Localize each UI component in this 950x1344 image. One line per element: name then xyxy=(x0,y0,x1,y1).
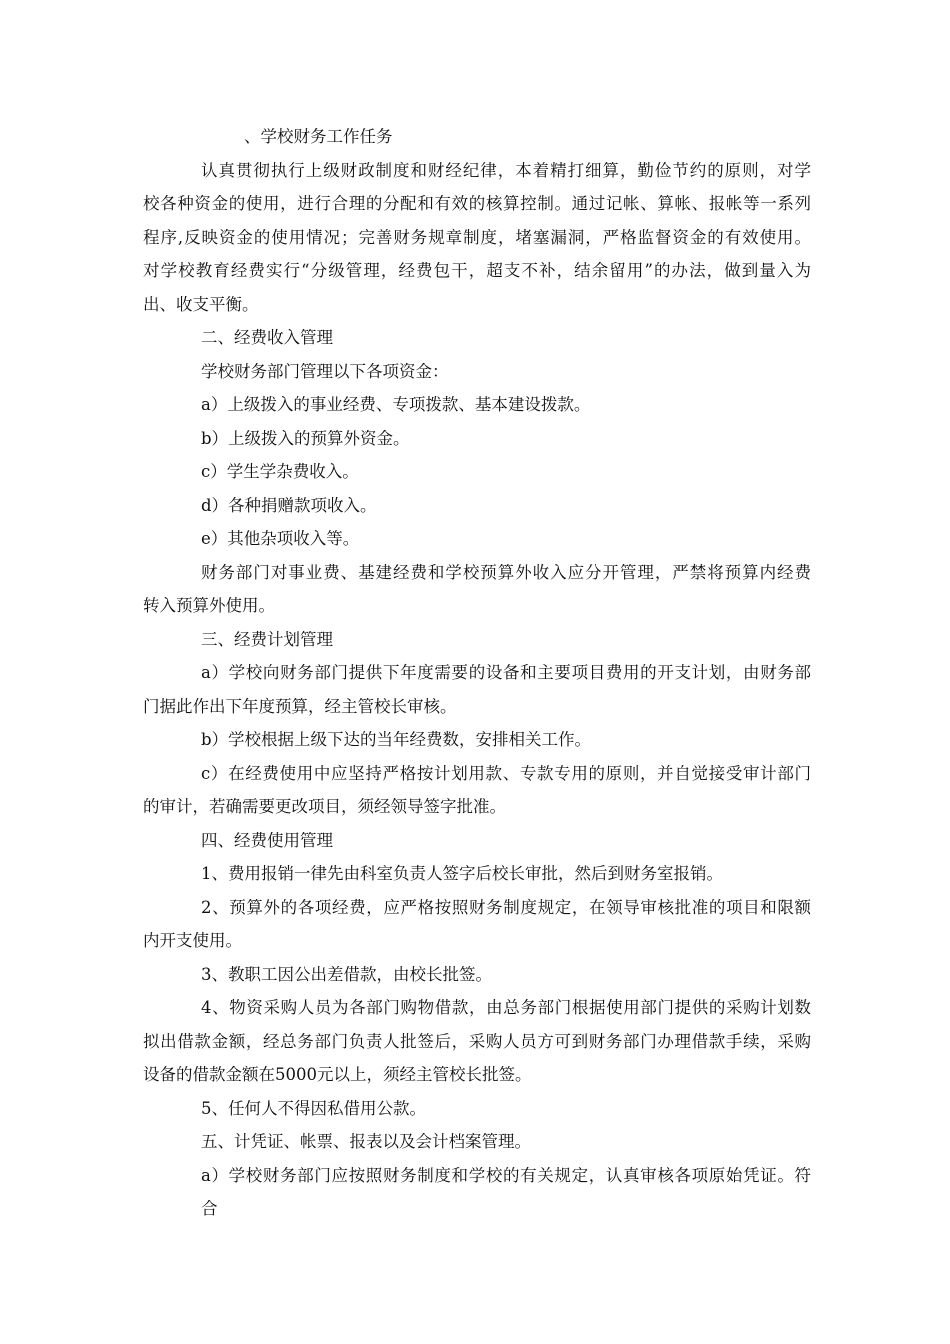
paragraph-line: 财务部门对事业费、基建经费和学校预算外收入应分开管理，严禁将预算内经费 xyxy=(201,562,811,582)
list-item: d）各种捐赠款项收入。 xyxy=(201,495,377,515)
section-heading: 五、计凭证、帐票、报表以及会计档案管理。 xyxy=(201,1132,531,1151)
paragraph-line: 出、收支平衡。 xyxy=(143,294,259,314)
list-item: b）上级拨入的预算外资金。 xyxy=(201,428,410,448)
list-item: c）学生学杂费收入。 xyxy=(201,462,359,481)
list-item: c）在经费使用中应坚持严格按计划用款、专款专用的原则，并自觉接受审计部门 xyxy=(201,763,811,783)
list-item: 3、教职工因公出差借款，由校长批签。 xyxy=(201,964,492,984)
paragraph-line: 门据此作出下年度预算，经主管校长审核。 xyxy=(143,696,457,716)
list-item: 2、预算外的各项经费，应严格按照财务制度规定，在领导审核批准的项目和限额 xyxy=(201,897,811,917)
paragraph-line: 对学校教育经费实行“分级管理，经费包干，超支不补，结余留用”的办法，做到量入为 xyxy=(143,261,811,280)
paragraph-line: 转入预算外使用。 xyxy=(143,596,275,615)
paragraph-line: 认真贯彻执行上级财政制度和财经纪律，本着精打细算，勤俭节约的原则，对学 xyxy=(201,160,811,180)
paragraph-line: 校各种资金的使用，进行合理的分配和有效的核算控制。通过记帐、算帐、报帐等一系列 xyxy=(143,194,811,213)
list-item: 1、费用报销一律先由科室负责人签字后校长审批，然后到财务室报销。 xyxy=(201,864,723,883)
paragraph-line: 的审计，若确需要更改项目，须经领导签字批准。 xyxy=(143,797,506,816)
section-heading: 二、经费收入管理 xyxy=(201,328,333,347)
list-item: a）学校财务部门应按照财务制度和学校的有关规定，认真审核各项原始凭证。符 xyxy=(201,1165,811,1185)
list-item: a）上级拨入的事业经费、专项拨款、基本建设拨款。 xyxy=(201,395,591,414)
paragraph-line: 程序,反映资金的使用情况；完善财务规章制度，堵塞漏洞，严格监督资金的有效使用。 xyxy=(143,227,811,247)
paragraph-line: 合 xyxy=(201,1199,218,1218)
list-item: 4、物资采购人员为各部门购物借款，由总务部门根据使用部门提供的采购计划数 xyxy=(201,998,811,1017)
list-item: b）学校根据上级下达的当年经费数，安排相关工作。 xyxy=(201,730,592,749)
paragraph-line: 设备的借款金额在5000元以上，须经主管校长批签。 xyxy=(143,1065,532,1084)
list-item: 5、任何人不得因私借用公款。 xyxy=(201,1098,426,1118)
list-item: a）学校向财务部门提供下年度需要的设备和主要项目费用的开支计划，由财务部 xyxy=(201,663,811,682)
paragraph-line: 拟出借款金额，经总务部门负责人批签后，采购人员方可到财务部门办理借款手续，采购 xyxy=(143,1031,811,1051)
paragraph-line: 学校财务部门管理以下各项资金： xyxy=(201,361,449,381)
section-heading: 三、经费计划管理 xyxy=(201,629,333,649)
section-heading: 、学校财务工作任务 xyxy=(244,127,393,146)
list-item: e）其他杂项收入等。 xyxy=(201,529,360,548)
section-heading: 四、经费使用管理 xyxy=(201,830,333,850)
paragraph-line: 内开支使用。 xyxy=(143,931,242,950)
document-body xyxy=(143,120,811,1226)
